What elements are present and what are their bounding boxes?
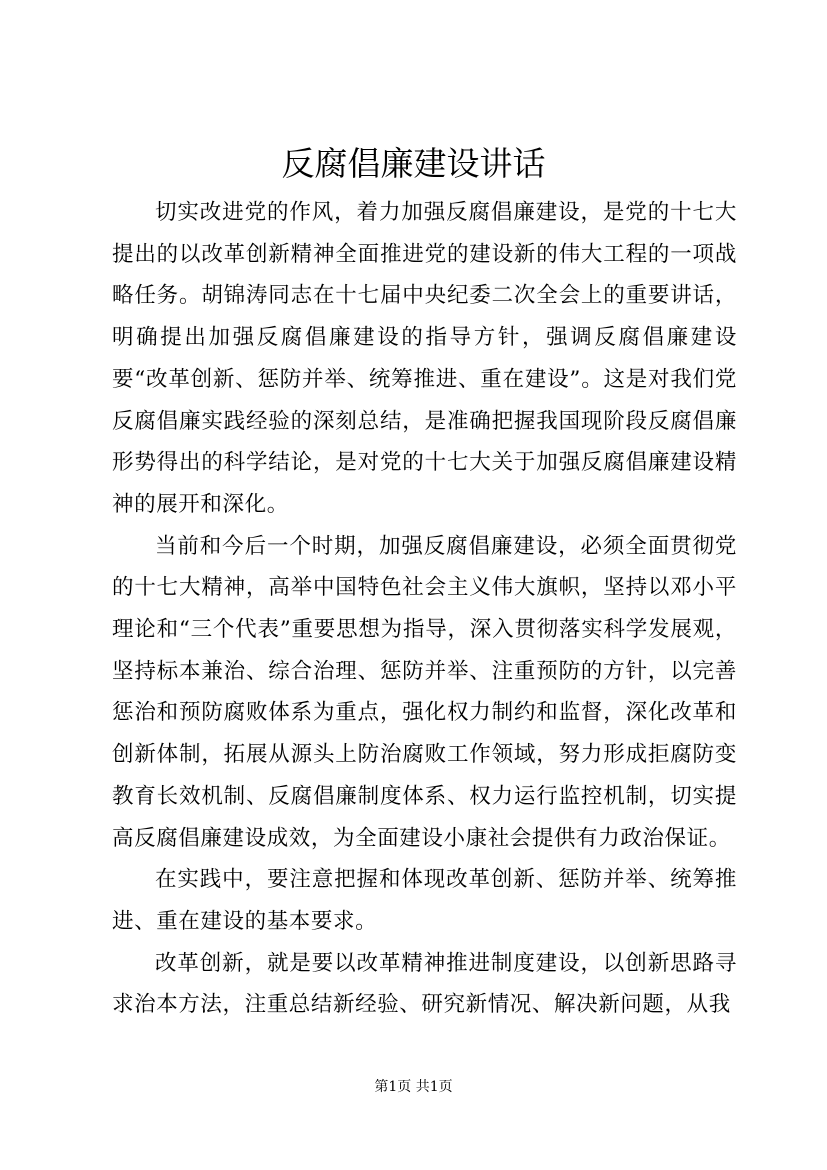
paragraph: 当前和今后一个时期，加强反腐倡廉建设，必须全面贯彻党的十七大精神，高举中国特色社会主义伟大旗帜，坚持以邓小平理论和“三个代表”重要思想为指导，深入贯彻落实科学发展观，坚持标本兼治、综合治理、惩防并举、注重预防的方针，以完善惩治和预防腐败体系为重点，强化权力制约和监督，深化改革和创新体制，拓展从源头上防治腐败工作领域，努力形成拒腐防变教育长效机制、反腐倡廉制度体系、权力运行监控机制，切实提高反腐倡廉建设成效，为全面建设小康社会提供有力政治保证。: [112, 533, 737, 851]
paragraph: 在实践中，要注意把握和体现改革创新、惩防并举、统筹推进、重在建设的基本要求。: [112, 867, 737, 934]
document-title: 反腐倡廉建设讲话: [281, 144, 546, 183]
paragraph: 切实改进党的作风，着力加强反腐倡廉建设，是党的十七大提出的以改革创新精神全面推进党的建设新的伟大工程的一项战略任务。胡锦涛同志在十七届中央纪委二次全会上的重要讲话，明确提出加强反腐倡廉建设的指导方针，强调反腐倡廉建设要“改革创新、惩防并举、统筹推进、重在建设”。这是对我们党反腐倡廉实践经验的深刻总结，是准确把握我国现阶段反腐倡廉形势得出的科学结论，是对党的十七大关于加强反腐倡廉建设精神的展开和深化。: [112, 200, 737, 517]
document-body: [112, 192, 737, 1026]
paragraph: 改革创新，就是要以改革精神推进制度建设，以创新思路寻求治本方法，注重总结新经验、研究新情况、解决新问题，从我: [112, 950, 737, 1018]
page-footer: 第1页 共1页: [374, 1079, 453, 1095]
